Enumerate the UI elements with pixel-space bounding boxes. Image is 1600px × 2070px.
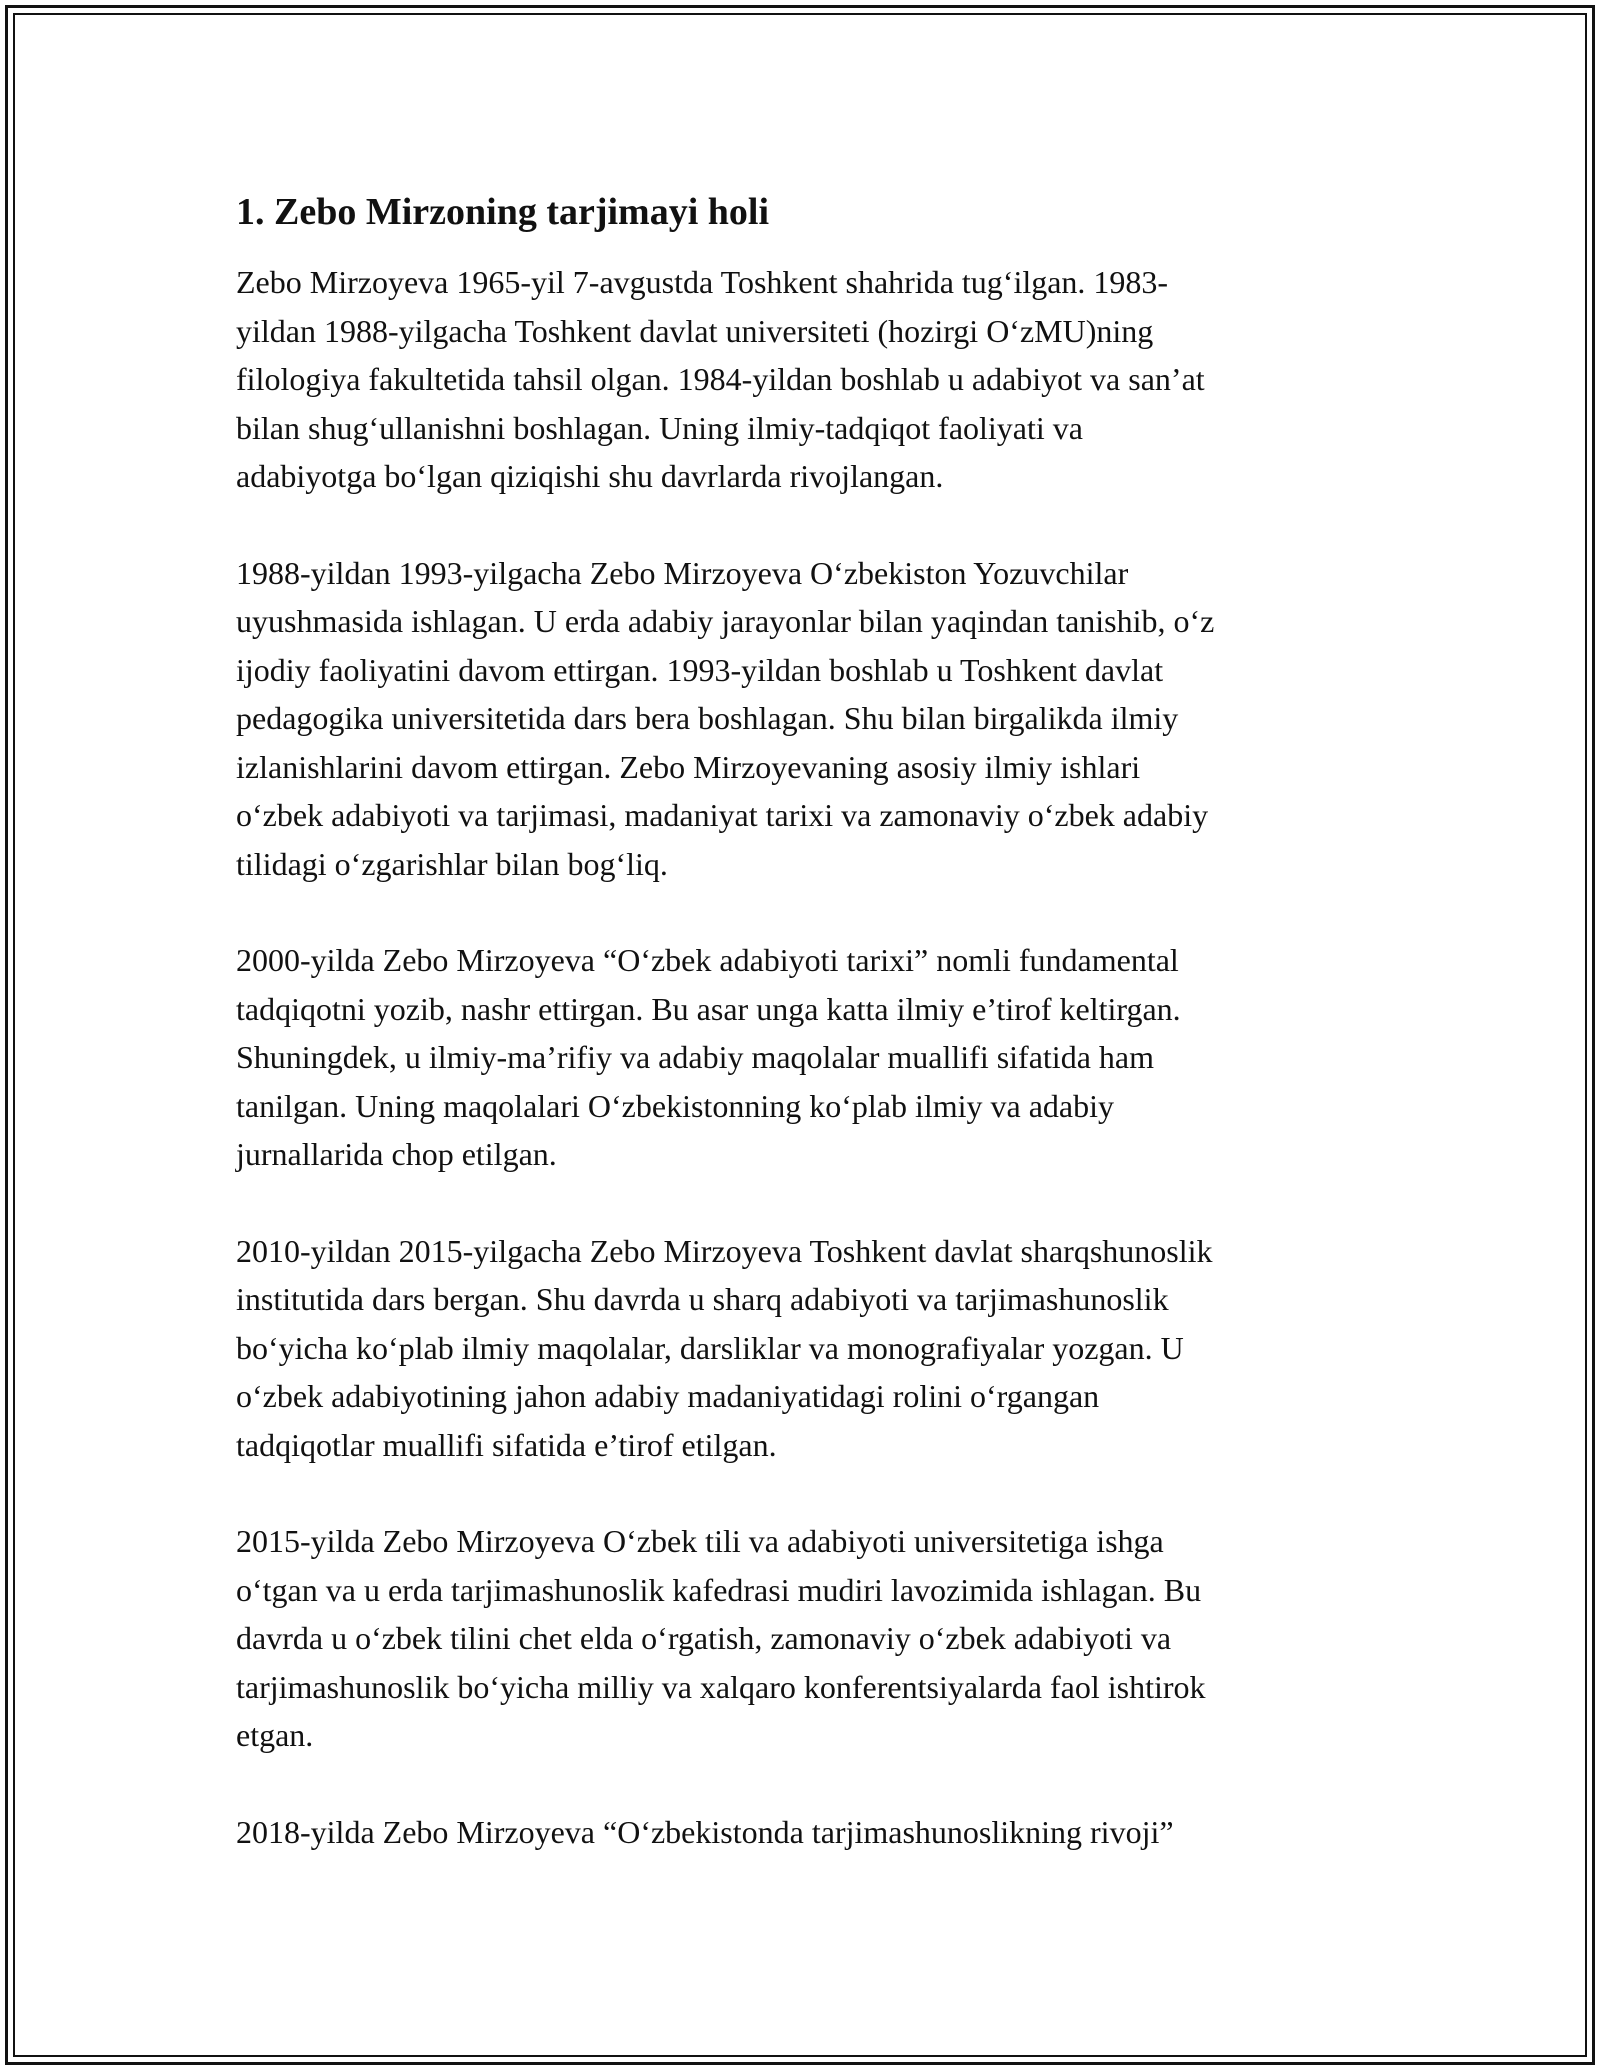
document-body bbox=[236, 186, 1366, 1904]
paragraph-6: 2018-yilda Zebo Mirzoyeva “O‘zbekistonda tarjimashunoslikning rivoji” bbox=[236, 1813, 1174, 1850]
paragraph-4: 2010-yildan 2015-yilgacha Zebo Mirzoyeva Toshkent davlat sharqshunoslik institutida dars bergan. Shu davrda u sharq adabiyoti va tarjimashunoslik bo‘yicha ko‘plab ilmiy maqolalar, darsliklar va monografiyalar yozgan. U o‘zbek adabiyotining jahon adabiy madaniyatidagi rolini o‘rgangan tadqiqotlar muallifi sifatida e’tirof etilgan. bbox=[236, 1232, 1213, 1463]
paragraph-2: 1988-yildan 1993-yilgacha Zebo Mirzoyeva O‘zbekiston Yozuvchilar uyushmasida ishlagan. U erda adabiy jarayonlar bilan yaqindan tanishib, o‘z ijodiy faoliyatini davom ettirgan. 1993-yildan boshlab u Toshkent davlat pedagogika universitetida dars bera boshlagan. Shu bilan birgalikda ilmiy izlanishlarini davom ettirgan. Zebo Mirzoyevaning asosiy ilmiy ishlari o‘zbek adabiyoti va tarjimasi, madaniyat tarixi va zamonaviy o‘zbek adabiy tilidagi o‘zgarishlar bilan bog‘liq. bbox=[236, 554, 1215, 882]
paragraph-1: Zebo Mirzoyeva 1965-yil 7-avgustda Toshkent shahrida tug‘ilgan. 1983- yildan 1988-yilgacha Toshkent davlat universiteti (hozirgi O‘zMU)ning filologiya fakultetida tahsil olgan. 1984-yildan boshlab u adabiyot va san’at bilan shug‘ullanishni boshlagan. Uning ilmiy-tadqiqot faoliyati va adabiyotga bo‘lgan qiziqishi shu davrlarda rivojlangan. bbox=[236, 264, 1205, 494]
paragraph-3: 2000-yilda Zebo Mirzoyeva “O‘zbek adabiyoti tarixi” nomli fundamental tadqiqotni yozib, nashr ettirgan. Bu asar unga katta ilmiy e’tirof keltirgan. Shuningdek, u ilmiy-ma’rifiy va adabiy maqolalar muallifi sifatida ham tanilgan. Uning maqolalari O‘zbekistonning ko‘plab ilmiy va adabiy jurnallarida chop etilgan. bbox=[236, 942, 1181, 1172]
section-heading: 1. Zebo Mirzoning tarjimayi holi bbox=[236, 191, 770, 233]
paragraph-5: 2015-yilda Zebo Mirzoyeva O‘zbek tili va adabiyoti universitetiga ishga o‘tgan va u erda tarjimashunoslik kafedrasi mudiri lavozimida ishlagan. Bu davrda u o‘zbek tilini chet elda o‘rgatish, zamonaviy o‘zbek adabiyoti va tarjimashunoslik bo‘yicha milliy va xalqaro konferentsiyalarda faol ishtirok etgan. bbox=[236, 1523, 1206, 1753]
